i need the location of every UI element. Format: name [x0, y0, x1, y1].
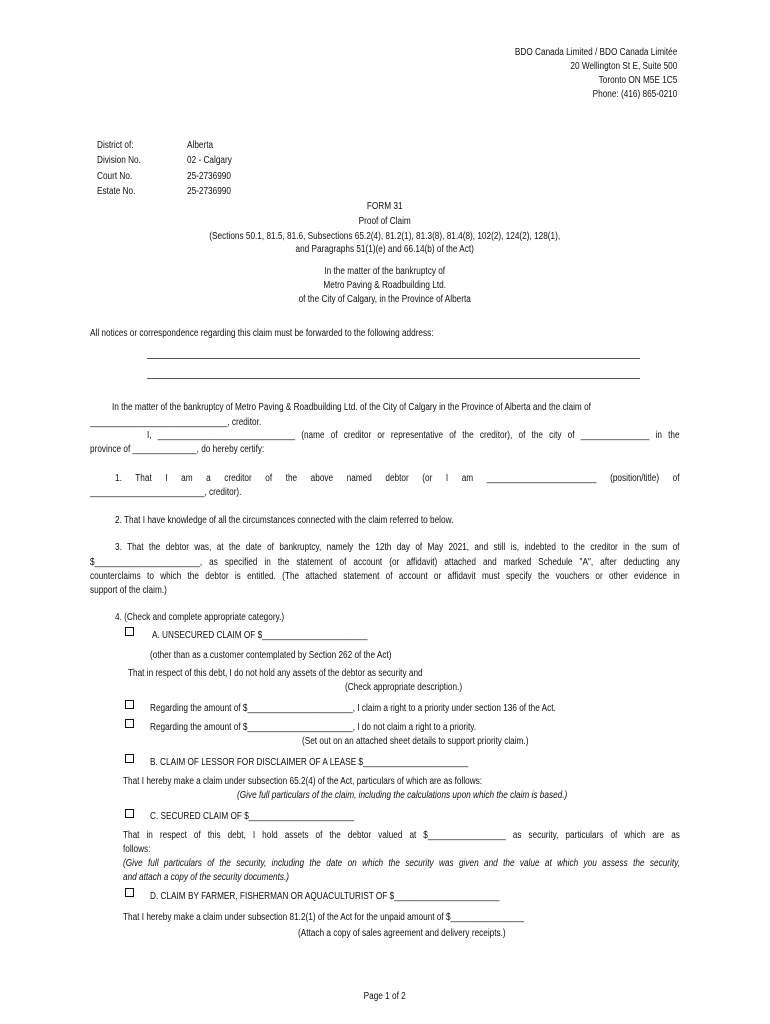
clause-3-line-1: 3. That the debtor was, at the date of bankruptcy, namely the 12th day of May 2021, and still is, indebted to the creditor in the sum of [115, 542, 680, 553]
division-value: 02 - Calgary [187, 155, 232, 166]
district-value: Alberta [187, 140, 214, 151]
debtor-location: of the City of Calgary, in the Province of Alberta [298, 294, 471, 305]
category-c-statement-line-2: follows: [123, 844, 151, 855]
priority-support-note: (Set out on an attached sheet details to support priority claim.) [302, 736, 529, 747]
address-blank-line-1[interactable] [147, 358, 640, 359]
court-number-label: Court No. [97, 171, 133, 182]
matter-heading: In the matter of the bankruptcy of [324, 266, 446, 277]
category-b-checkbox[interactable] [125, 754, 134, 763]
category-d-statement: That I hereby make a claim under subsection 81.2(1) of the Act for the unpaid amount of $________________ [123, 912, 524, 923]
category-b-label: B. CLAIM OF LESSOR FOR DISCLAIMER OF A LEASE $_______________________ [150, 757, 469, 768]
estate-number-label: Estate No. [97, 186, 136, 197]
debtor-name: Metro Paving & Roadbuilding Ltd. [323, 280, 447, 291]
notices-instruction: All notices or correspondence regarding this claim must be forwarded to the following address: [90, 328, 434, 339]
clause-3-line-2: $_______________________, as specified in the statement of account (or affidavit) attached and marked Schedule "A", after deducting any [90, 557, 680, 568]
statutory-sections: (Sections 50.1, 81.5, 81.6, Subsections 65.2(4), 81.2(1), 81.3(8), 81.4(8), 102(2), 124(2), 128(1), [209, 231, 561, 242]
trustee-street: 20 Wellington St E, Suite 500 [570, 61, 677, 72]
no-priority-claim-text: Regarding the amount of $_______________________, I do not claim a right to a priority. [150, 722, 477, 733]
clause-2: 2. That I have knowledge of all the circumstances connected with the claim referred to below. [115, 515, 454, 526]
category-d-label: D. CLAIM BY FARMER, FISHERMAN OR AQUACULTURIST OF $_______________________ [150, 891, 500, 902]
district-label: District of: [97, 140, 134, 151]
category-a-label: A. UNSECURED CLAIM OF $_______________________ [152, 630, 368, 641]
category-a-instruction: (Check appropriate description.) [345, 682, 463, 693]
category-a-statement: That in respect of this debt, I do not hold any assets of the debtor as security and [128, 668, 423, 679]
province-certify-line: province of ______________, do hereby certify: [90, 444, 265, 455]
category-c-instruction-line-2: and attach a copy of the security documents.) [123, 872, 290, 883]
certifier-line: I, ______________________________ (name of creditor or representative of the creditor), of the city of _______________ in the [147, 430, 680, 441]
trustee-address [515, 46, 677, 102]
claim-intro-line: In the matter of the bankruptcy of Metro Paving & Roadbuilding Ltd. of the City of Calgary in the Province of Alberta and the claim of [112, 402, 591, 413]
category-c-statement-line-1: That in respect of this debt, I hold assets of the debtor valued at $_________________ as security, particulars of which are as [123, 830, 680, 841]
address-blank-line-2[interactable] [147, 378, 640, 379]
no-priority-claim-checkbox[interactable] [125, 719, 134, 728]
estate-number-value: 25-2736990 [187, 186, 231, 197]
clause-3-line-3: counterclaims to which the debtor is entitled. (The attached statement of account or affidavit must specify the vouchers or other evidence in [90, 571, 680, 582]
category-c-label: C. SECURED CLAIM OF $_______________________ [150, 811, 355, 822]
trustee-city: Toronto ON M5E 1C5 [598, 75, 677, 86]
clause-1-line-2: _________________________, creditor). [90, 487, 242, 498]
division-label: Division No. [97, 155, 141, 166]
form-number: FORM 31 [366, 201, 403, 212]
category-d-checkbox[interactable] [125, 888, 134, 897]
priority-claim-text: Regarding the amount of $_______________________, I claim a right to a priority under section 136 of the Act. [150, 703, 556, 714]
category-c-instruction-line-1: (Give full particulars of the security, including the date on which the security was given and the value at which you assess the security, [123, 858, 680, 869]
court-number-value: 25-2736990 [187, 171, 231, 182]
clause-4-heading: 4. (Check and complete appropriate category.) [115, 612, 285, 623]
trustee-name: BDO Canada Limited / BDO Canada Limitée [514, 47, 677, 58]
category-a-note: (other than as a customer contemplated by Section 262 of the Act) [150, 650, 392, 661]
form-title: Proof of Claim [358, 216, 411, 227]
category-d-instruction: (Attach a copy of sales agreement and delivery receipts.) [298, 928, 506, 939]
category-b-instruction: (Give full particulars of the claim, including the calculations upon which the claim is based.) [237, 790, 568, 801]
priority-claim-checkbox[interactable] [125, 700, 134, 709]
statutory-paragraphs: and Paragraphs 51(1)(e) and 66.14(b) of the Act) [295, 244, 474, 255]
category-b-statement: That I hereby make a claim under subsection 65.2(4) of the Act, particulars of which are as follows: [123, 776, 483, 787]
clause-1-line-1: 1. That I am a creditor of the above named debtor (or I am ________________________ (position/title) of [115, 473, 680, 484]
creditor-blank-line: ______________________________, creditor. [90, 417, 262, 428]
clause-3-line-4: support of the claim.) [90, 585, 167, 596]
page-number: Page 1 of 2 [363, 991, 406, 1002]
category-c-checkbox[interactable] [125, 809, 134, 818]
category-a-checkbox[interactable] [125, 627, 134, 636]
trustee-phone: Phone: (416) 865-0210 [592, 89, 677, 100]
